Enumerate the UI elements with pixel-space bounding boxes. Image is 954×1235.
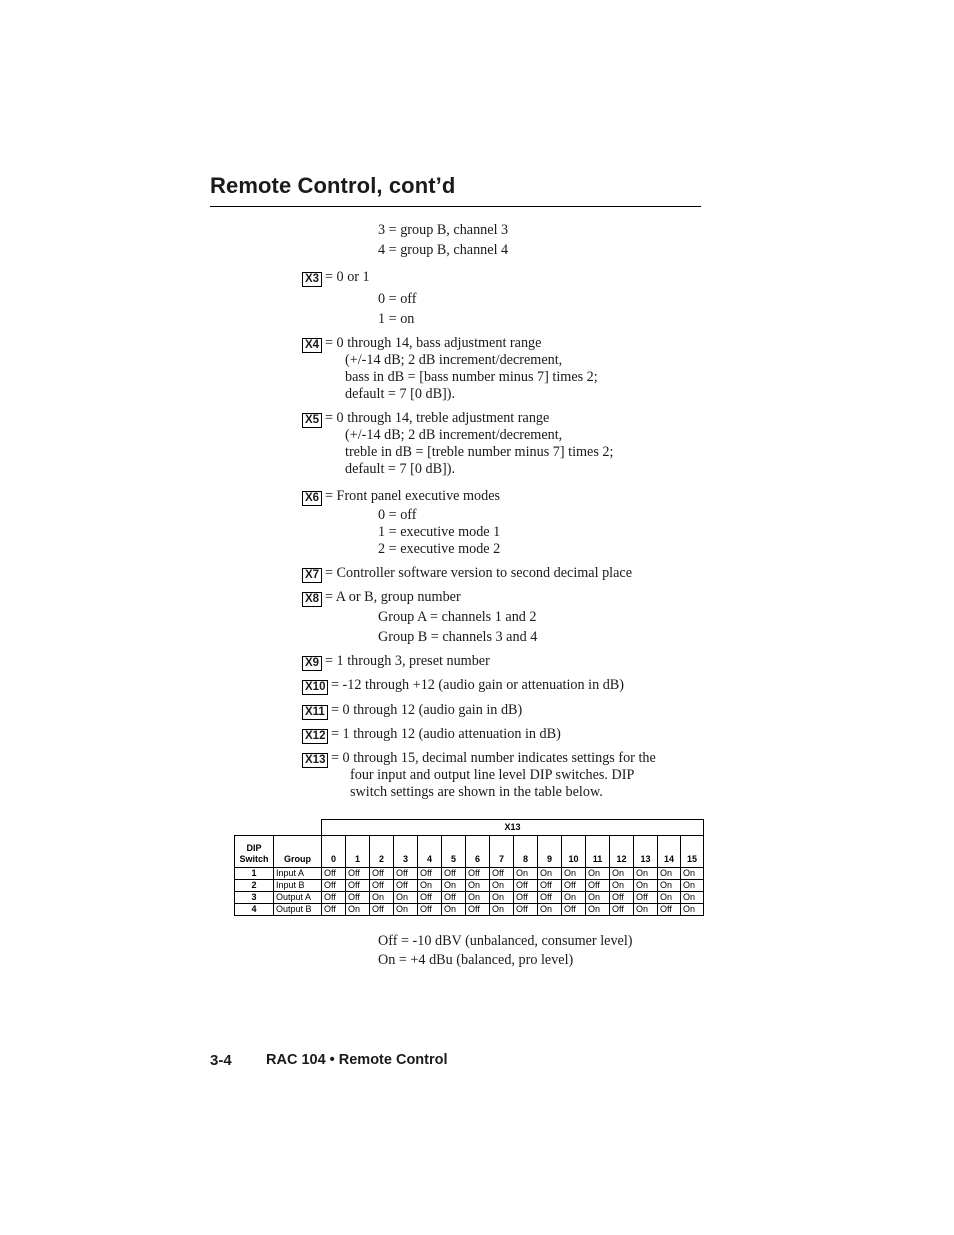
x5-detail: treble in dB = [treble number minus 7] times 2; bbox=[345, 444, 614, 460]
dip-setting-cell: On bbox=[658, 880, 681, 892]
x4-label-box: X4 bbox=[302, 338, 322, 353]
dip-setting-cell: On bbox=[681, 880, 704, 892]
dip-setting-cell: On bbox=[562, 892, 586, 904]
dip-setting-cell: On bbox=[610, 880, 634, 892]
dip-switch-number: 3 bbox=[235, 892, 274, 904]
x6-option: 2 = executive mode 2 bbox=[378, 541, 501, 557]
dip-group-name: Input B bbox=[274, 880, 322, 892]
dip-setting-cell: Off bbox=[394, 880, 418, 892]
dip-setting-cell: On bbox=[586, 904, 610, 916]
dip-setting-cell: On bbox=[490, 892, 514, 904]
x3-option: 1 = on bbox=[378, 311, 415, 327]
x12-label-box: X12 bbox=[302, 729, 328, 744]
dip-setting-cell: Off bbox=[658, 904, 681, 916]
dip-setting-cell: Off bbox=[322, 880, 346, 892]
x13-value-header: 0 bbox=[322, 836, 346, 868]
page-title: Remote Control, cont’d bbox=[210, 173, 456, 198]
x9-label-box: X9 bbox=[302, 656, 322, 671]
dip-setting-cell: On bbox=[466, 892, 490, 904]
x11-description: = 0 through 12 (audio gain in dB) bbox=[331, 702, 523, 718]
dip-setting-cell: Off bbox=[562, 880, 586, 892]
x7-description: = Controller software version to second decimal place bbox=[325, 565, 633, 581]
x3-option: 0 = off bbox=[378, 291, 417, 307]
x6-option: 0 = off bbox=[378, 507, 417, 523]
dip-group-name: Output B bbox=[274, 904, 322, 916]
dip-setting-cell: Off bbox=[514, 904, 538, 916]
dip-setting-cell: Off bbox=[418, 904, 442, 916]
table-row bbox=[235, 880, 704, 892]
x6-label-box: X6 bbox=[302, 491, 322, 506]
dip-setting-cell: Off bbox=[418, 892, 442, 904]
dip-setting-cell: On bbox=[610, 868, 634, 880]
page-number: 3-4 bbox=[210, 1052, 232, 1069]
dip-setting-cell: On bbox=[634, 868, 658, 880]
dip-setting-cell: On bbox=[514, 868, 538, 880]
dip-setting-cell: Off bbox=[514, 880, 538, 892]
dip-setting-cell: Off bbox=[466, 904, 490, 916]
dip-setting-cell: On bbox=[634, 880, 658, 892]
x13-value-header: 5 bbox=[442, 836, 466, 868]
dip-setting-cell: On bbox=[658, 892, 681, 904]
dip-setting-cell: On bbox=[346, 904, 370, 916]
x13-value-header: 2 bbox=[370, 836, 394, 868]
x11-label-box: X11 bbox=[302, 705, 328, 720]
x5-label-box: X5 bbox=[302, 413, 322, 428]
x8-label-box: X8 bbox=[302, 592, 322, 607]
dip-setting-cell: On bbox=[658, 868, 681, 880]
x4-detail: (+/-14 dB; 2 dB increment/decrement, bbox=[345, 352, 563, 368]
on-legend: On = +4 dBu (balanced, pro level) bbox=[378, 952, 574, 968]
dip-switch-number: 4 bbox=[235, 904, 274, 916]
dip-setting-cell: On bbox=[370, 892, 394, 904]
x13-detail: switch settings are shown in the table below. bbox=[350, 784, 603, 800]
x12-description: = 1 through 12 (audio attenuation in dB) bbox=[331, 726, 561, 742]
x3-label-box: X3 bbox=[302, 272, 322, 287]
footer-doc-title: RAC 104 • Remote Control bbox=[266, 1052, 448, 1068]
x13-value-header: 8 bbox=[514, 836, 538, 868]
dip-setting-cell: Off bbox=[466, 868, 490, 880]
dip-setting-cell: Off bbox=[322, 904, 346, 916]
dip-setting-cell: Off bbox=[394, 868, 418, 880]
dip-switch-header-line1: DIP bbox=[246, 843, 262, 853]
dip-switch-number: 1 bbox=[235, 868, 274, 880]
dip-setting-cell: Off bbox=[346, 880, 370, 892]
dip-setting-cell: Off bbox=[322, 868, 346, 880]
dip-switch-header bbox=[235, 836, 274, 868]
dip-setting-cell: On bbox=[586, 868, 610, 880]
x13-value-header: 6 bbox=[466, 836, 490, 868]
dip-setting-cell: Off bbox=[538, 880, 562, 892]
x6-option: 1 = executive mode 1 bbox=[378, 524, 501, 540]
dip-setting-cell: Off bbox=[514, 892, 538, 904]
dip-setting-cell: Off bbox=[562, 904, 586, 916]
dip-setting-cell: Off bbox=[538, 892, 562, 904]
x8-option: Group A = channels 1 and 2 bbox=[378, 609, 537, 625]
x13-value-header: 7 bbox=[490, 836, 514, 868]
dip-setting-cell: On bbox=[490, 880, 514, 892]
dip-setting-cell: Off bbox=[610, 904, 634, 916]
dip-setting-cell: On bbox=[394, 904, 418, 916]
dip-group-name: Input A bbox=[274, 868, 322, 880]
x10-description: = -12 through +12 (audio gain or attenuation in dB) bbox=[331, 677, 624, 693]
dip-setting-cell: Off bbox=[370, 904, 394, 916]
x13-value-header: 10 bbox=[562, 836, 586, 868]
dip-setting-cell: On bbox=[586, 892, 610, 904]
x5-description: = 0 through 14, treble adjustment range bbox=[325, 410, 550, 426]
x4-description: = 0 through 14, bass adjustment range bbox=[325, 335, 542, 351]
x13-value-header: 1 bbox=[346, 836, 370, 868]
x13-value-header: 12 bbox=[610, 836, 634, 868]
table-blank-cell bbox=[235, 820, 274, 836]
table-row bbox=[235, 904, 704, 916]
dip-setting-cell: On bbox=[681, 904, 704, 916]
dip-setting-cell: On bbox=[538, 904, 562, 916]
dip-setting-cell: Off bbox=[586, 880, 610, 892]
off-legend: Off = -10 dBV (unbalanced, consumer level) bbox=[378, 933, 633, 949]
x13-value-header: 4 bbox=[418, 836, 442, 868]
x8-option: Group B = channels 3 and 4 bbox=[378, 629, 538, 645]
group-header: Group bbox=[274, 836, 322, 868]
x4-detail: default = 7 [0 dB]). bbox=[345, 386, 456, 402]
dip-setting-cell: On bbox=[538, 868, 562, 880]
dip-setting-cell: On bbox=[490, 904, 514, 916]
dip-setting-cell: Off bbox=[442, 892, 466, 904]
x13-value-header: 15 bbox=[681, 836, 704, 868]
x4-detail: bass in dB = [bass number minus 7] times 2; bbox=[345, 369, 598, 385]
dip-switch-number: 2 bbox=[235, 880, 274, 892]
dip-setting-cell: On bbox=[394, 892, 418, 904]
table-blank-cell bbox=[274, 820, 322, 836]
x13-value-header: 14 bbox=[658, 836, 681, 868]
dip-setting-cell: On bbox=[418, 880, 442, 892]
dip-setting-cell: Off bbox=[346, 868, 370, 880]
x10-label-box: X10 bbox=[302, 680, 328, 695]
dip-setting-cell: Off bbox=[610, 892, 634, 904]
dip-setting-cell: Off bbox=[634, 892, 658, 904]
dip-setting-cell: On bbox=[442, 880, 466, 892]
x13-label-box: X13 bbox=[302, 753, 328, 768]
dip-switch-header-line2: Switch bbox=[239, 854, 269, 864]
title-divider bbox=[210, 206, 701, 207]
x3-description: = 0 or 1 bbox=[325, 269, 370, 285]
dip-setting-cell: Off bbox=[490, 868, 514, 880]
x6-description: = Front panel executive modes bbox=[325, 488, 501, 504]
table-row bbox=[235, 892, 704, 904]
x9-description: = 1 through 3, preset number bbox=[325, 653, 490, 669]
table-row bbox=[235, 868, 704, 880]
dip-setting-cell: On bbox=[681, 868, 704, 880]
dip-setting-cell: On bbox=[466, 880, 490, 892]
x13-value-header: 9 bbox=[538, 836, 562, 868]
x8-description: = A or B, group number bbox=[325, 589, 461, 605]
x5-detail: (+/-14 dB; 2 dB increment/decrement, bbox=[345, 427, 563, 443]
x13-value-header: 3 bbox=[394, 836, 418, 868]
dip-switch-table bbox=[234, 819, 704, 916]
dip-setting-cell: Off bbox=[442, 868, 466, 880]
x13-column-header: X13 bbox=[322, 820, 704, 836]
x2-option-4: 4 = group B, channel 4 bbox=[378, 242, 509, 258]
dip-setting-cell: Off bbox=[370, 880, 394, 892]
dip-setting-cell: On bbox=[562, 868, 586, 880]
x5-detail: default = 7 [0 dB]). bbox=[345, 461, 456, 477]
dip-setting-cell: On bbox=[634, 904, 658, 916]
dip-group-name: Output A bbox=[274, 892, 322, 904]
dip-setting-cell: Off bbox=[346, 892, 370, 904]
dip-setting-cell: Off bbox=[418, 868, 442, 880]
dip-setting-cell: Off bbox=[322, 892, 346, 904]
dip-setting-cell: On bbox=[681, 892, 704, 904]
dip-setting-cell: Off bbox=[370, 868, 394, 880]
x2-option-3: 3 = group B, channel 3 bbox=[378, 222, 509, 238]
x13-value-header: 13 bbox=[634, 836, 658, 868]
x13-value-header: 11 bbox=[586, 836, 610, 868]
x13-description: = 0 through 15, decimal number indicates settings for the bbox=[331, 750, 656, 766]
x7-label-box: X7 bbox=[302, 568, 322, 583]
x13-detail: four input and output line level DIP switches. DIP bbox=[350, 767, 635, 783]
dip-setting-cell: On bbox=[442, 904, 466, 916]
